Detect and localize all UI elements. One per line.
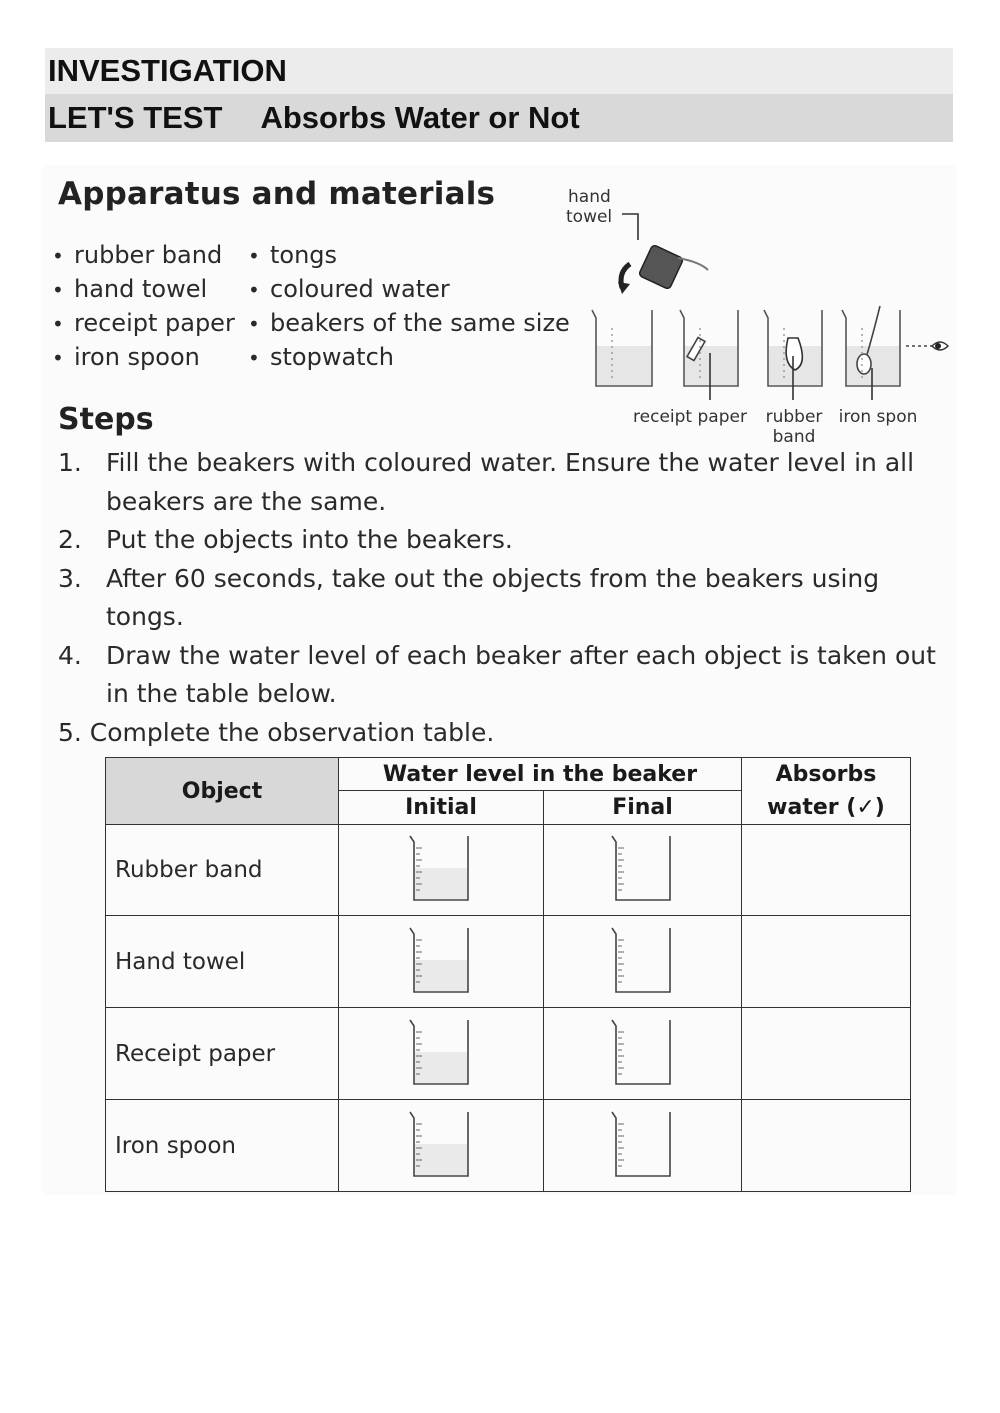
object-name: Iron spoon [106,1100,339,1192]
material-item: • iron spoon [52,343,200,371]
rubber-band-label-1: rubber [765,407,823,427]
final-beaker[interactable] [544,916,742,1008]
material-item: • receipt paper [52,309,235,337]
step-item: 5. Complete the observation table. [58,717,495,747]
topic-title: Absorbs Water or Not [260,100,580,135]
rubber-band-label-2: band [772,427,816,447]
steps-list [58,444,938,752]
section-label: INVESTIGATION [48,53,287,88]
material-item: • tongs [248,241,338,269]
beaker-icon [406,1016,476,1088]
header-absorbs-2: water (✓) [742,791,911,825]
material-item: • stopwatch [248,343,394,371]
header-water-level: Water level in the beaker [339,758,742,791]
absorbs-cell[interactable] [742,916,911,1008]
eye-icon [932,342,948,350]
header-final: Final [544,791,742,825]
header-initial: Initial [339,791,544,825]
final-beaker[interactable] [544,825,742,916]
step-item: 1. Fill the beakers with coloured water. Ensure the water level in all beakers are the same. [58,448,915,516]
initial-beaker[interactable] [339,1008,544,1100]
apparatus-heading: Apparatus and materials [58,176,496,212]
hand-towel-label-2: towel [566,207,613,227]
empty-beaker-icon [608,924,678,996]
step-item: 3. After 60 seconds, take out the objects from the beakers using tongs. [58,563,880,631]
header-object: Object [106,758,339,825]
hand-towel-icon [618,244,708,294]
step-item: 2. Put the objects into the beakers. [58,525,513,554]
empty-beaker-icon [608,832,678,904]
worksheet-header [45,48,953,142]
beaker-icon [406,832,476,904]
material-item: • beakers of the same size [248,309,570,337]
final-beaker[interactable] [544,1100,742,1192]
header-absorbs-1: Absorbs [742,758,911,791]
absorbs-cell[interactable] [742,1008,911,1100]
empty-beaker-icon [608,1016,678,1088]
beaker-icon [406,1108,476,1180]
final-beaker[interactable] [544,1008,742,1100]
observation-table [105,757,911,1192]
object-name: Receipt paper [106,1008,339,1100]
beaker-icon [406,924,476,996]
object-name: Hand towel [106,916,339,1008]
table-row [106,916,911,1008]
hand-towel-label-1: hand [568,187,611,207]
initial-beaker[interactable] [339,916,544,1008]
initial-beaker[interactable] [339,825,544,916]
beaker-receipt-icon [680,310,738,400]
materials-list-right [248,238,570,374]
material-item: • rubber band [52,241,223,269]
table-row [106,825,911,916]
absorbs-cell[interactable] [742,825,911,916]
absorbs-cell[interactable] [742,1100,911,1192]
receipt-paper-label: receipt paper [633,407,747,427]
step-item: 4. Draw the water level of each beaker after each object is taken out in the table below. [58,640,936,708]
materials-list-left [52,238,235,374]
iron-spoon-label: iron spon [838,407,918,427]
object-name: Rubber band [106,825,339,916]
experiment-illustration [560,178,960,453]
steps-heading: Steps [58,402,154,437]
beaker-towel-icon [592,310,652,386]
empty-beaker-icon [608,1108,678,1180]
material-item: • hand towel [52,275,208,303]
beaker-spoon-icon [842,306,900,400]
material-item: • coloured water [248,275,450,303]
beaker-rubber-icon [764,310,822,400]
lets-test-label: LET'S TEST [48,100,223,135]
table-row [106,1100,911,1192]
section-title [45,48,953,94]
initial-beaker[interactable] [339,1100,544,1192]
table-row [106,1008,911,1100]
test-title-bar [45,94,953,142]
